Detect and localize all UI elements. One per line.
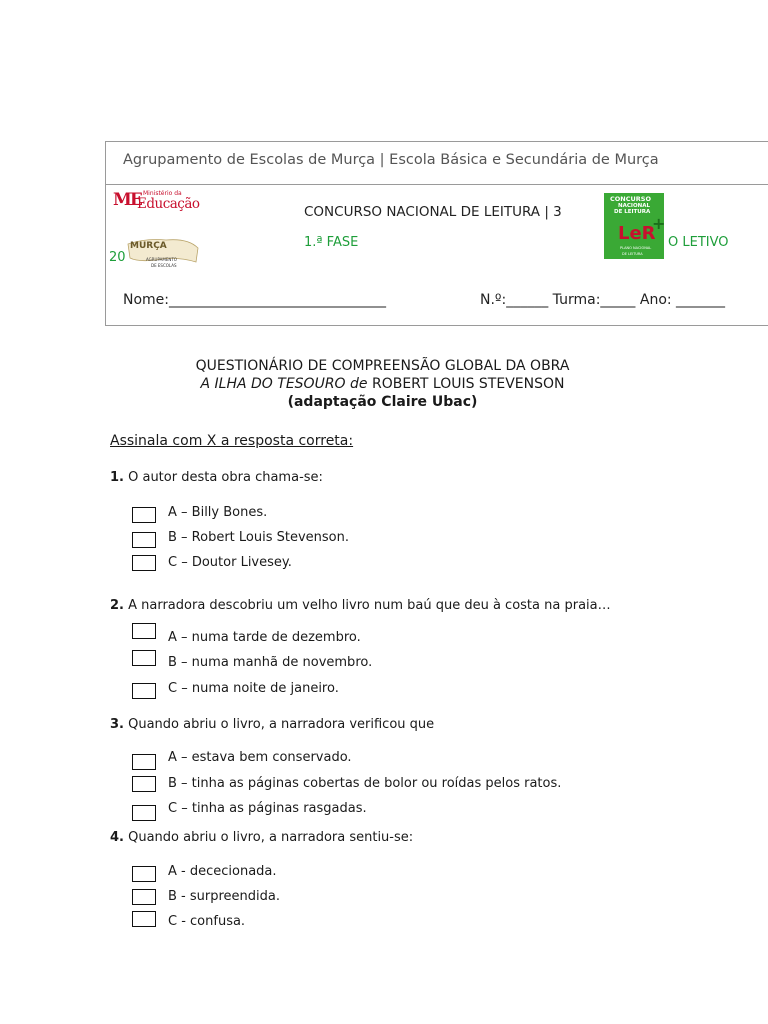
option-label: B – tinha as páginas cobertas de bolor ou roídas pelos ratos. [168, 776, 562, 791]
option-label: C - confusa. [168, 914, 246, 929]
answer-checkbox[interactable] [132, 623, 156, 639]
ler-logo-top2: NACIONAL [618, 203, 650, 209]
option-label: A – numa tarde de dezembro. [168, 630, 361, 645]
question-number: 3. [110, 717, 124, 732]
ler-plus-logo [604, 193, 668, 259]
answer-checkbox[interactable] [132, 650, 156, 666]
question-number: 1. [110, 470, 124, 485]
answer-checkbox[interactable] [132, 805, 156, 821]
murca-logo-sub2: DE ESCOLAS [151, 263, 177, 268]
ler-logo-bottom1: PLANO NACIONAL [620, 246, 652, 250]
ministry-logo-small-text: Ministério da [143, 190, 182, 197]
contest-title: CONCURSO NACIONAL DE LEITURA | 3 [304, 204, 562, 220]
title-book-italic: A ILHA DO TESOURO de [200, 376, 368, 392]
question-4 [110, 830, 413, 845]
option-label: C – Doutor Livesey. [168, 555, 292, 570]
school-name: Agrupamento de Escolas de Murça | Escola Básica e Secundária de Murça [123, 152, 659, 168]
student-name-field: Nome:_______________________________ [123, 292, 387, 308]
ministry-logo-word: Educação [137, 196, 200, 212]
answer-checkbox[interactable] [132, 555, 156, 571]
option-label: B – Robert Louis Stevenson. [168, 530, 350, 545]
school-year-left: 20 [109, 250, 126, 265]
question-number: 2. [110, 598, 124, 613]
question-number: 4. [110, 830, 124, 845]
question-text: Quando abriu o livro, a narradora sentiu-se: [123, 830, 414, 845]
question-3 [110, 717, 434, 732]
question-text: A narradora descobriu um velho livro num baú que deu à costa na praia… [123, 598, 611, 613]
option-label: A - dececionada. [168, 864, 277, 879]
student-number-class-year-field: N.º:______ Turma:_____ Ano: _______ [480, 292, 726, 308]
murca-logo-word: MURÇA [130, 241, 167, 251]
title-author: ROBERT LOUIS STEVENSON [367, 376, 565, 392]
answer-checkbox[interactable] [132, 776, 156, 792]
murca-school-logo [126, 236, 200, 270]
instruction-text: Assinala com X a resposta correta: [110, 433, 354, 449]
question-1 [110, 470, 323, 485]
question-2 [110, 598, 611, 613]
ler-logo-plus: + [652, 214, 666, 233]
answer-checkbox[interactable] [132, 866, 156, 882]
option-label: C – numa noite de janeiro. [168, 681, 339, 696]
questionnaire-title [100, 357, 665, 411]
document-header [105, 141, 768, 326]
ler-logo-top1: CONCURSO [610, 195, 651, 203]
option-label: A – estava bem conservado. [168, 750, 352, 765]
school-year-right: O LETIVO [668, 235, 729, 250]
ler-logo-top3: DE LEITURA [614, 209, 651, 215]
option-label: B - surpreendida. [168, 889, 280, 904]
answer-checkbox[interactable] [132, 507, 156, 523]
ler-logo-bottom2: DE LEITURA [622, 252, 643, 256]
answer-checkbox[interactable] [132, 889, 156, 905]
question-text: Quando abriu o livro, a narradora verificou que [123, 717, 435, 732]
murca-logo-sub1: AGRUPAMENTO [146, 257, 177, 262]
option-label: A – Billy Bones. [168, 505, 268, 520]
answer-checkbox[interactable] [132, 911, 156, 927]
question-text: O autor desta obra chama-se: [123, 470, 323, 485]
option-label: B – numa manhã de novembro. [168, 655, 373, 670]
header-school-row [106, 142, 768, 185]
answer-checkbox[interactable] [132, 532, 156, 548]
answer-checkbox[interactable] [132, 683, 156, 699]
contest-phase: 1.ª FASE [304, 235, 359, 250]
answer-checkbox[interactable] [132, 754, 156, 770]
ministry-logo-mark: ME [113, 190, 141, 210]
ler-logo-word: LeR [618, 223, 656, 244]
ministry-education-logo [113, 190, 213, 212]
title-line-2 [100, 375, 665, 393]
option-label: C – tinha as páginas rasgadas. [168, 801, 367, 816]
title-line-3: (adaptação Claire Ubac) [287, 394, 478, 410]
title-line-1: QUESTIONÁRIO DE COMPREENSÃO GLOBAL DA OBRA [195, 358, 570, 374]
